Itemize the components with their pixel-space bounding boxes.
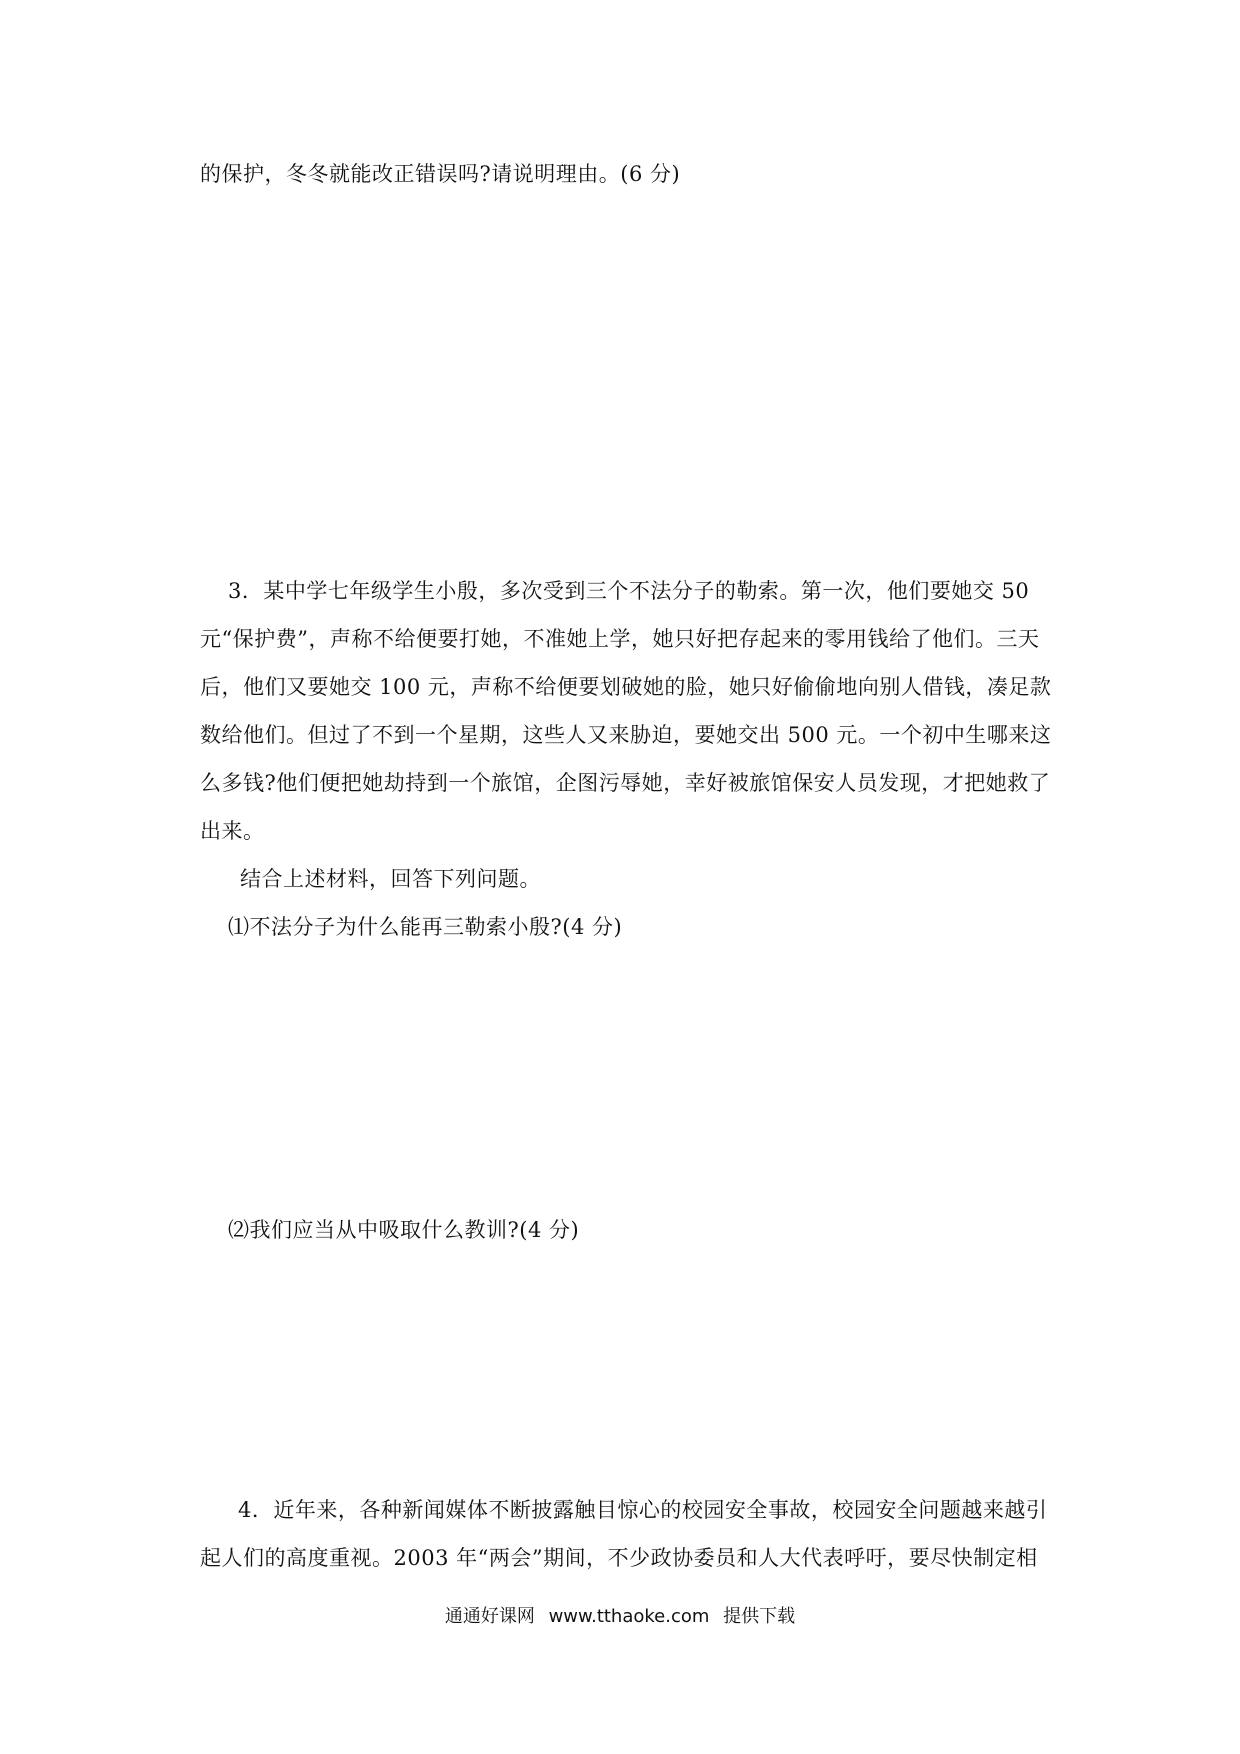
- question-4-line-1: 4．近年来，各种新闻媒体不断披露触目惊心的校园安全事故，校园安全问题越来越引: [238, 1498, 1048, 1522]
- question-4-line-2: 起人们的高度重视。2003 年“两会”期间，不少政协委员和人大代表呼吁，要尽快制定相: [200, 1546, 1038, 1570]
- page-footer: [0, 1608, 1240, 1626]
- question-3-instruction: 结合上述材料，回答下列问题。: [240, 867, 541, 891]
- footer-site-name: 通通好课网: [444, 1606, 535, 1627]
- question-3-line-2: 元“保护费”，声称不给便要打她，不准她上学，她只好把存起来的零用钱给了他们。三天: [200, 627, 1040, 651]
- footer-url: www.tthaoke.com: [548, 1606, 710, 1627]
- previous-question-continuation: 的保护，冬冬就能改正错误吗?请说明理由。(6 分): [200, 162, 681, 186]
- question-3-line-3: 后，他们又要她交 100 元，声称不给便要划破她的脸，她只好偷偷地向别人借钱，凑足款: [200, 675, 1052, 699]
- question-3-line-1: 3．某中学七年级学生小殷，多次受到三个不法分子的勒索。第一次，他们要她交 50: [228, 579, 1030, 603]
- footer-suffix: 提供下载: [723, 1606, 796, 1627]
- question-3-line-6: 出来。: [200, 819, 265, 843]
- question-3-line-5: 么多钱?他们便把她劫持到一个旅馆，企图污辱她，幸好被旅馆保安人员发现，才把她救了: [200, 771, 1051, 795]
- question-3-sub-question-1: ⑴不法分子为什么能再三勒索小殷?(4 分): [228, 915, 623, 939]
- question-3-sub-question-2: ⑵我们应当从中吸取什么教训?(4 分): [228, 1218, 580, 1242]
- question-3-line-4: 数给他们。但过了不到一个星期，这些人又来胁迫，要她交出 500 元。一个初中生哪来这: [200, 723, 1052, 747]
